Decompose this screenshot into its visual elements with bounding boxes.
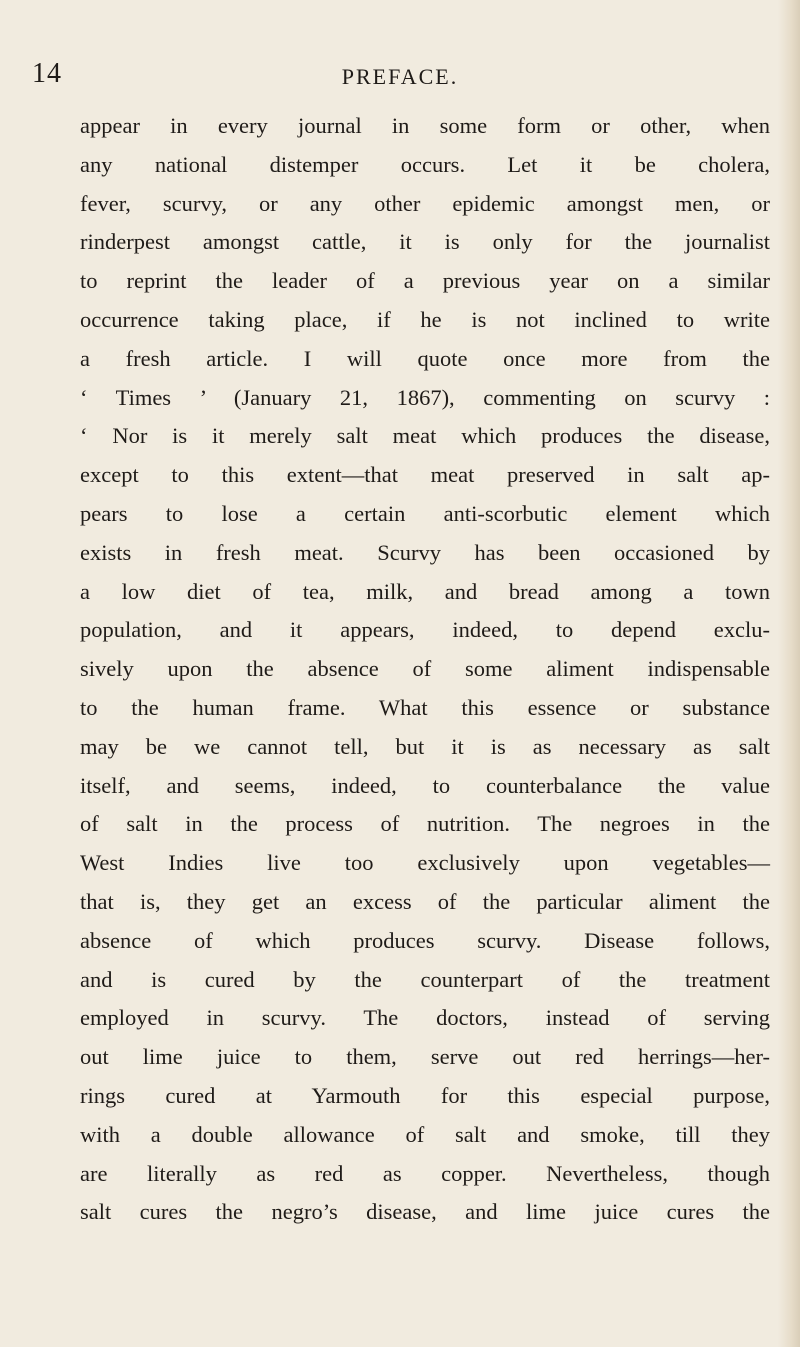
text-line-11: pears to lose a certain anti-scorbutic element which [80, 500, 770, 526]
text-line-15: sively upon the absence of some aliment indispensable [80, 656, 770, 682]
text-line-21: that is, they get an excess of the particular aliment the [80, 888, 770, 914]
body-text [80, 107, 770, 1232]
text-line-29: salt cures the negro’s disease, and lime juice cures the [80, 1199, 770, 1225]
text-line-5: to reprint the leader of a previous year on a similar [80, 268, 770, 294]
text-line-26: rings cured at Yarmouth for this especial purpose, [80, 1082, 770, 1108]
text-line-18: itself, and seems, indeed, to counterbalance the value [80, 772, 770, 798]
text-line-7: a fresh article. I will quote once more from the [80, 345, 770, 371]
text-line-8: ‘ Times ’ (January 21, 1867), commenting on scurvy : [80, 384, 770, 410]
text-line-10: except to this extent—that meat preserved in salt ap- [80, 462, 770, 488]
page-header [0, 58, 800, 98]
text-line-14: population, and it appears, indeed, to depend exclu- [80, 617, 770, 643]
text-line-3: fever, scurvy, or any other epidemic amongst men, or [80, 190, 770, 216]
text-line-22: absence of which produces scurvy. Disease follows, [80, 927, 770, 953]
text-line-12: exists in fresh meat. Scurvy has been occasioned by [80, 539, 770, 565]
text-line-28: are literally as red as copper. Nevertheless, though [80, 1160, 770, 1186]
text-line-17: may be we cannot tell, but it is as necessary as salt [80, 733, 770, 759]
text-line-2: any national distemper occurs. Let it be cholera, [80, 151, 770, 177]
text-line-23: and is cured by the counterpart of the treatment [80, 966, 770, 992]
text-line-24: employed in scurvy. The doctors, instead of serving [80, 1005, 770, 1031]
text-line-20: West Indies live too exclusively upon vegetables— [80, 850, 770, 876]
text-line-16: to the human frame. What this essence or substance [80, 694, 770, 720]
page-edge-shadow [778, 0, 800, 1347]
text-line-19: of salt in the process of nutrition. The negroes in the [80, 811, 770, 837]
running-head: PREFACE. [341, 64, 459, 89]
page-number: 14 [32, 58, 62, 89]
text-line-9: ‘ Nor is it merely salt meat which produces the disease, [80, 423, 770, 449]
text-line-1: appear in every journal in some form or other, when [80, 113, 770, 138]
text-line-4: rinderpest amongst cattle, it is only for the journalist [80, 229, 770, 255]
text-line-25: out lime juice to them, serve out red herrings—her- [80, 1044, 770, 1070]
text-line-27: with a double allowance of salt and smoke, till they [80, 1121, 770, 1147]
text-line-6: occurrence taking place, if he is not inclined to write [80, 306, 770, 332]
text-line-13: a low diet of tea, milk, and bread among a town [80, 578, 770, 604]
